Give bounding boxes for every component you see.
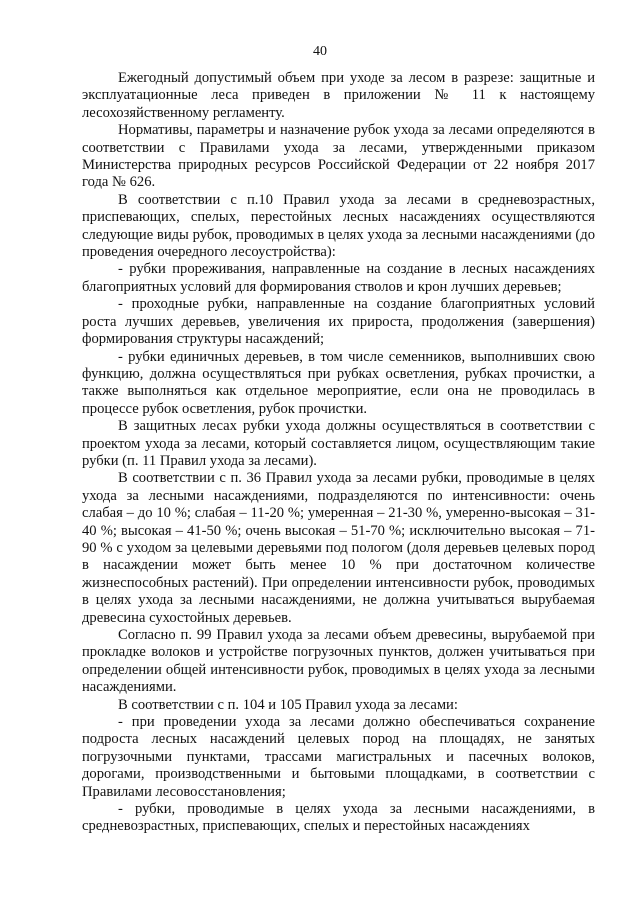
list-item-undergrowth: - при проведении ухода за лесами должно обеспечиваться сохранение подроста лесных насаждений целевых пород на площадях, не занятых погрузочными пунктами, трассами магистральных и пасечных волоков, дорогами, производственными и бытовыми площадками, в соответствии с Правилами лесовосстановления; xyxy=(82,714,595,800)
list-item-single-trees: - рубки единичных деревьев, в том числе семенников, выполнивших свою функцию, должна осуществляться при рубках осветления, рубках прочистки, а также выполняться как отдельное мероприятие, если она не проводилась в процессе рубок осветления, рубок прочистки. xyxy=(82,348,595,417)
list-item-passage-cutting: - проходные рубки, направленные на создание благоприятных условий роста лучших деревьев, увеличения их прироста, продолжения (завершения) формирования структуры насаждений; xyxy=(82,296,595,348)
paragraph-rules-104-105: В соответствии с п. 104 и 105 Правил ухода за лесами: xyxy=(118,696,458,713)
paragraph-protective-forests: В защитных лесах рубки ухода должны осуществляться в соответствии с проектом ухода за лесами, который составляется лицом, осуществляющим такие рубки (п. 11 Правил ухода за лесами). xyxy=(82,418,595,469)
paragraph-standards: Нормативы, параметры и назначение рубок ухода за лесами определяются в соответствии с Правилами ухода за лесами, утвержденными приказом Министерства природных ресурсов Российской Федерации от 22 ноября 2017 года № 626. xyxy=(82,122,595,191)
paragraph-rule-10: В соответствии с п.10 Правил ухода за лесами в средневозрастных, приспевающих, спелых, перестойных лесных насаждениях осуществляются следующие виды рубок, проводимых в целях ухода за лесными насаждениями (до проведения очередного лесоустройства): xyxy=(82,191,595,261)
paragraph-annual-volume: Ежегодный допустимый объем при уходе за лесом в разрезе: защитные и эксплуатационные леса приведен в приложении № 11 к настоящему лесохозяйственному регламенту. xyxy=(82,70,595,121)
list-item-thinning: - рубки прореживания, направленные на создание в лесных насаждениях благоприятных условий для формирования стволов и крон лучших деревьев; xyxy=(82,261,595,295)
paragraph-rule-36-intensity: В соответствии с п. 36 Правил ухода за лесами рубки, проводимые в целях ухода за лесными насаждениями, подразделяются по интенсивности: очень слабая – до 10 %; слабая – 11-20 %; умеренная – 21-30 %, умеренно-высокая – 31-40 %; высокая – 41-50 %; очень высокая – 51-70 %; исключительно высокая – 71-90 % с уходом за целевыми деревьями под пологом (доля деревьев целевых пород в насаждении может быть менее 10 % при достаточном количестве жизнеспособных растений). При определении интенсивности рубок, проводимых в целях ухода за лесными насаждениями, не должна учитываться вырубаемая древесина сухостойных деревьев. xyxy=(82,470,595,626)
page-number: 40 xyxy=(313,44,327,59)
document-body xyxy=(82,70,595,836)
list-item-care-cuttings: - рубки, проводимые в целях ухода за лесными насаждениями, в средневозрастных, приспевающих, спелых и перестойных насаждениях xyxy=(82,801,595,835)
paragraph-rule-99: Согласно п. 99 Правил ухода за лесами объем древесины, вырубаемой при прокладке волоков и устройстве погрузочных пунктов, должен учитываться при определении общей интенсивности рубок, проводимых в целях ухода за лесными насаждениями. xyxy=(82,627,595,696)
